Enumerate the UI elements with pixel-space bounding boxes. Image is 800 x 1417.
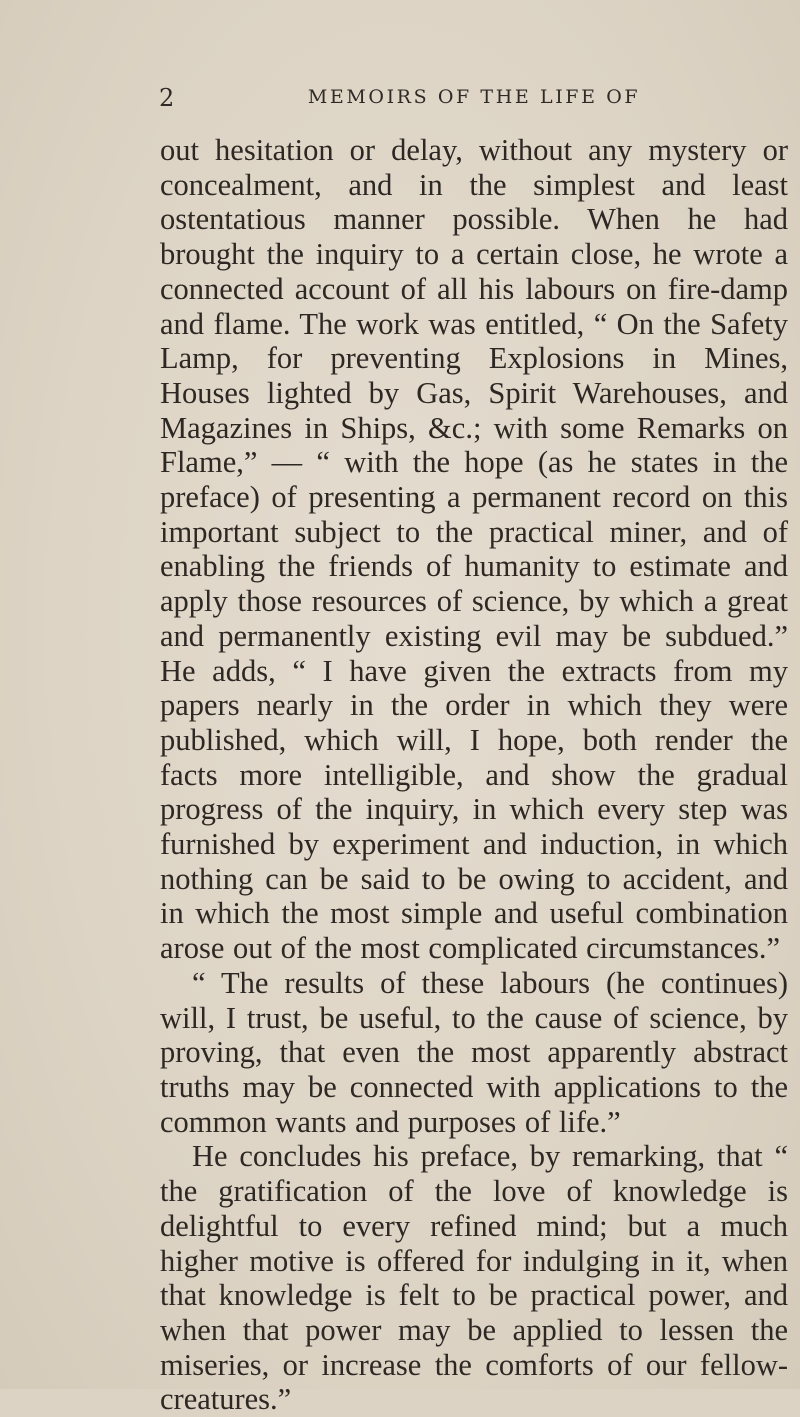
running-head: MEMOIRS OF THE LIFE OF — [307, 86, 641, 108]
page-number: 2 — [159, 84, 175, 112]
paragraph-quotation: “ The results of these labours (he continues) will, I trust, be useful, to the cause of science, by proving, that even the most apparently abstract truths may be connected with applications to the common wants and purposes of life.” — [160, 965, 788, 1139]
body-text — [160, 133, 788, 1417]
paragraph-continued: out hesitation or delay, without any mystery or concealment, and in the simplest and least ostentatious manner possible. When he had brought the inquiry to a certain close, he wrote a connected account of all his labours on fire-damp and flame. The work was entitled, “ On the Safety Lamp, for preventing Explosions in Mines, Houses lighted by Gas, Spirit Warehouses, and Magazines in Ships, &c.; with some Remarks on Flame,” — “ with the hope (as he states in the preface) of presenting a permanent record on this important subject to the practical miner, and of enabling the friends of humanity to estimate and apply those resources of science, by which a great and permanently existing evil may be subdued.” He adds, “ I have given the extracts from my papers nearly in the order in which they were published, which will, I hope, both render the facts more intelligible, and show the gradual progress of the inquiry, in which every step was furnished by experiment and induction, in which nothing can be said to be owing to accident, and in which the most simple and useful combination arose out of the most complicated circumstances.” — [160, 133, 788, 966]
paragraph-conclusion: He concludes his preface, by remarking, that “ the gratification of the love of knowledge is delightful to every refined mind; but a much higher motive is offered for indulging in it, when that knowledge is felt to be practical power, and when that power may be applied to lessen the miseries, or increase the comforts of our fellow-creatures.” — [160, 1139, 788, 1417]
page-header — [160, 84, 788, 124]
